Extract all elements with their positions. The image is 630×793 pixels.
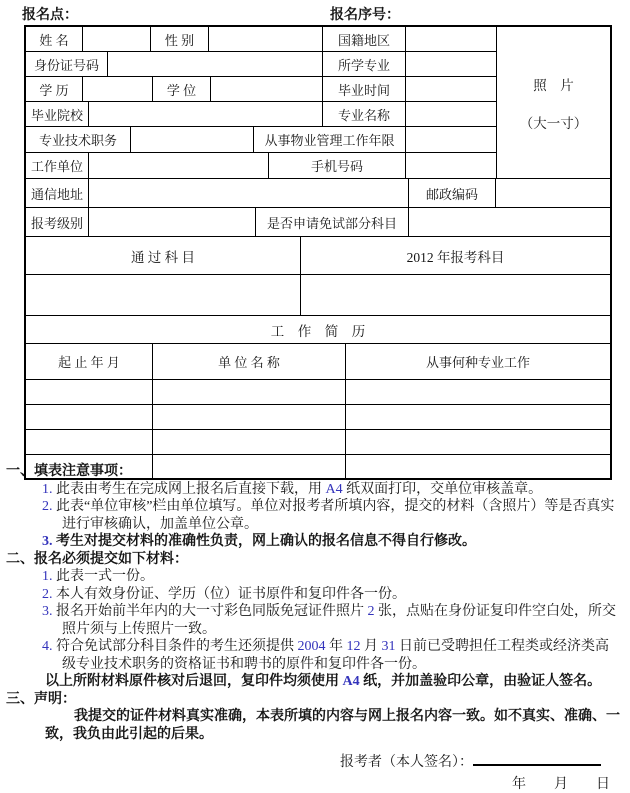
notes-section [6, 463, 628, 743]
passed-subjects-label: 通 过 科 目 [26, 237, 301, 274]
table-row-level [26, 208, 610, 237]
passed-subjects-value [26, 275, 301, 315]
pm-work-years-value [406, 127, 496, 152]
table-row-education [26, 77, 496, 102]
table-row-title [26, 127, 496, 153]
gender-label: 性 别 [151, 27, 209, 51]
photo-cell [496, 27, 610, 178]
major-studied-value [406, 52, 496, 76]
photo-size-label: （大一寸） [519, 115, 588, 131]
note-line: 2. 此表“单位审核”栏由单位填写。单位对报考者所填内容，提交的材料（含照片）等是否真实 [42, 499, 615, 514]
work-history-row [26, 405, 610, 430]
id-number-label: 身份证号码 [26, 52, 108, 76]
work-history-col-unit: 单 位 名 称 [153, 344, 346, 379]
registration-serial-label: 报名序号： [330, 8, 400, 23]
education-label: 学 历 [26, 77, 83, 101]
work-history-period-value [26, 405, 153, 429]
work-history-job-value [346, 430, 610, 454]
exam-level-label: 报考级别 [26, 208, 89, 236]
note-line: 4. 符合免试部分科目条件的考生还须提供 2004 年 12 月 31 日前已受聘担任工程类或经济类高 [42, 639, 609, 654]
work-history-unit-value [153, 405, 346, 429]
work-history-col-period: 起 止 年 月 [26, 344, 153, 379]
table-row-subject-headers [26, 237, 610, 275]
note-line: 进行审核确认，加盖单位公章。 [62, 516, 258, 532]
gender-value [209, 27, 323, 51]
work-history-job-value [346, 405, 610, 429]
note-line: 1. 此表由考生在完成网上报名后直接下载，用 A4 纸双面打印，交单位审核盖章。 [42, 481, 543, 497]
graduation-school-label: 毕业院校 [26, 102, 89, 126]
work-history-unit-value [153, 430, 346, 454]
postcode-label: 邮政编码 [409, 179, 496, 207]
pm-work-years-label: 从事物业管理工作年限 [254, 127, 406, 152]
work-history-period-value [26, 380, 153, 404]
graduation-school-value [89, 102, 323, 126]
work-history-period-value [26, 430, 153, 454]
exemption-label: 是否申请免试部分科目 [256, 208, 409, 236]
note-line: 3. 报名开始前半年内的大一寸彩色同版免冠证件照片 2 张，点贴在身份证复印件空白处，所交 [42, 604, 616, 619]
signature-row [340, 750, 601, 771]
exam-level-value [89, 208, 256, 236]
major-name-value [406, 102, 496, 126]
professional-title-value [131, 127, 254, 152]
graduation-time-value [406, 77, 496, 101]
table-row-school [26, 102, 496, 127]
nationality-value [406, 27, 496, 51]
note-heading-2: 二、报名必须提交如下材料： [6, 551, 188, 567]
work-history-unit-value [153, 380, 346, 404]
note-line: 级专业技术职务的资格证书和聘书的原件和复印件各一份。 [62, 656, 426, 672]
note-heading-1: 一、填表注意事项： [6, 464, 132, 479]
signature-line [473, 750, 601, 766]
note-line: 照片须与上传照片一致。 [62, 621, 216, 637]
mobile-label: 手机号码 [269, 153, 406, 178]
work-history-col-job: 从事何种专业工作 [425, 355, 530, 370]
date-row: 年 月 日 [512, 777, 610, 792]
major-name-label: 专业名称 [323, 102, 406, 126]
mobile-value [406, 153, 496, 178]
note-line: 我提交的证件材料真实准确，本表所填的内容与网上报名内容一致。如不真实、准确、一 [74, 709, 620, 724]
table-row-id [26, 52, 496, 77]
note-line: 1. 此表一式一份。 [42, 569, 154, 584]
address-label: 通信地址 [26, 179, 89, 207]
name-value [83, 27, 151, 51]
table-row-work-history-title [26, 316, 610, 344]
note-line: 致，我负由此引起的后果。 [45, 726, 213, 742]
registration-table [24, 25, 612, 480]
table-row-employer [26, 153, 496, 178]
education-value [83, 77, 153, 101]
address-value [89, 179, 409, 207]
work-history-title: 工 作 简 历 [270, 323, 366, 339]
table-row-subject-values [26, 275, 610, 316]
degree-label: 学 位 [153, 77, 211, 101]
postcode-value [496, 179, 610, 207]
note-heading-3: 三、声明： [6, 691, 76, 707]
signature-label: 报考者（本人签名）： [340, 755, 473, 770]
table-row-name [26, 27, 496, 52]
name-label: 姓 名 [26, 27, 83, 51]
upper-section [26, 27, 610, 179]
graduation-time-label: 毕业时间 [323, 77, 406, 101]
work-history-job-value [346, 380, 610, 404]
id-number-value [108, 52, 323, 76]
note-line: 3. 考生对提交材料的准确性负责，网上确认的报名信息不得自行修改。 [42, 534, 476, 549]
employer-label: 工作单位 [26, 153, 89, 178]
note-line: 2. 本人有效身份证、学历（位）证书原件和复印件各一份。 [42, 586, 406, 602]
nationality-label: 国籍地区 [323, 27, 406, 51]
work-history-header-row [26, 344, 610, 380]
note-line: 以上所附材料原件核对后退回，复印件均须使用 A4 纸，并加盖验印公章，由验证人签名。 [45, 674, 602, 689]
exemption-value [409, 208, 610, 236]
table-row-address [26, 179, 610, 208]
work-history-row [26, 430, 610, 455]
registration-point-label: 报名点： [22, 8, 78, 23]
year-subjects-label: 2012 年报考科目 [406, 249, 505, 265]
year-subjects-value [301, 275, 610, 315]
degree-value [211, 77, 323, 101]
photo-label: 照 片 [533, 77, 574, 93]
major-studied-label: 所学专业 [323, 52, 406, 76]
work-history-row [26, 380, 610, 405]
professional-title-label: 专业技术职务 [26, 127, 131, 152]
employer-value [89, 153, 269, 178]
